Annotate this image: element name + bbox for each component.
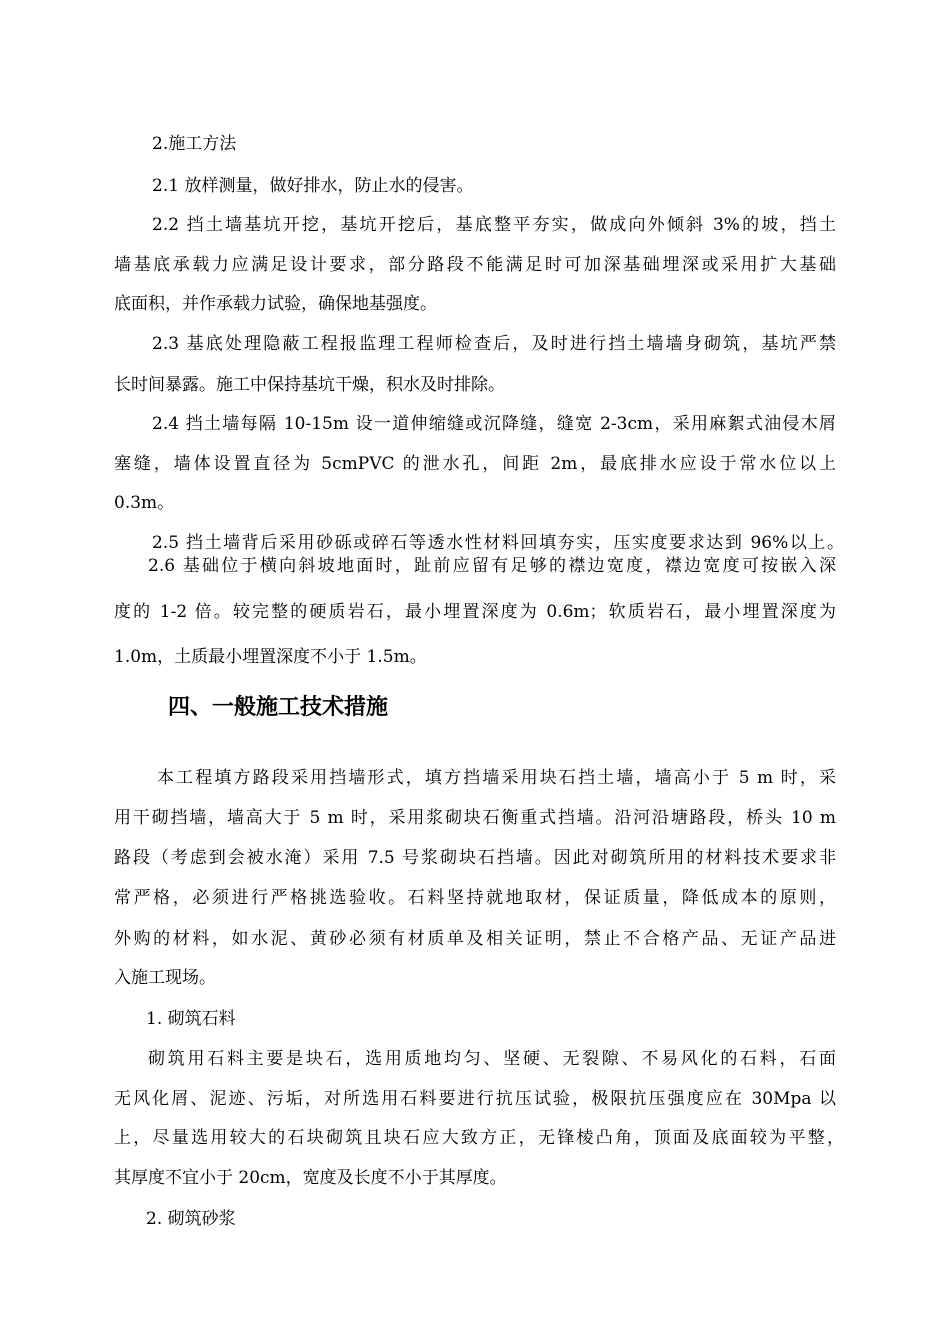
paragraph-2-2-line-2: 墙基底承载力应满足设计要求，部分路段不能满足时可加深基础埋深或采用扩大基础: [114, 255, 836, 275]
section-4-intro-line-3: 路段（考虑到会被水淹）采用 7.5 号浆砌块石挡墙。因此对砌筑所用的材料技术要求非: [114, 848, 836, 868]
section-4-intro-line-1: 本工程填方路段采用挡墙形式，填方挡墙采用块石挡土墙，墙高小于 5 m 时，采: [157, 768, 836, 788]
item-1-body-line-3: 上，尽量选用较大的石块砌筑且块石应大致方正，无锋棱凸角，顶面及底面较为平整，: [114, 1128, 844, 1148]
paragraph-2-5: 2.5 挡土墙背后采用砂砾或碎石等透水性材料回填夯实，压实度要求达到 96%以上。: [152, 533, 844, 553]
section-4-heading: 四、一般施工技术措施: [168, 695, 389, 720]
paragraph-2-6-line-1: 2.6 基础位于横向斜坡地面时，趾前应留有足够的襟边宽度，襟边宽度可按嵌入深: [148, 556, 836, 576]
paragraph-2-3-line-1: 2.3 基底处理隐蔽工程报监理工程师检查后，及时进行挡土墙墙身砌筑，基坑严禁: [152, 334, 836, 354]
paragraph-2-4-line-2: 塞缝，墙体设置直径为 5cmPVC 的泄水孔，间距 2m，最底排水应设于常水位以上: [114, 454, 836, 474]
paragraph-2-6-line-2: 度的 1-2 倍。较完整的硬质岩石，最小埋置深度为 0.6m；软质岩石，最小埋置深度为: [114, 602, 836, 622]
item-1-body-line-1: 砌筑用石料主要是块石，选用质地均匀、坚硬、无裂隙、不易风化的石料，石面: [148, 1049, 836, 1069]
paragraph-2-4-line-3: 0.3m。: [114, 493, 175, 513]
paragraph-2-6-line-3: 1.0m，土质最小埋置深度不小于 1.5m。: [114, 647, 427, 667]
paragraph-2-4-line-1: 2.4 挡土墙每隔 10-15m 设一道伸缩缝或沉降缝，缝宽 2-3cm，采用麻絮式油侵木屑: [152, 414, 836, 434]
item-1-title: 1. 砌筑石料: [146, 1009, 236, 1029]
section-4-intro-line-5: 外购的材料，如水泥、黄砂必须有材质单及相关证明，禁止不合格产品、无证产品进: [114, 929, 836, 949]
section-4-intro-line-6: 入施工现场。: [114, 968, 216, 988]
paragraph-2-1: 2.1 放样测量，做好排水，防止水的侵害。: [152, 176, 474, 196]
item-2-title: 2. 砌筑砂浆: [146, 1209, 236, 1229]
item-1-body-line-2: 无风化屑、泥迹、污垢，对所选用石料要进行抗压试验，极限抗压强度应在 30Mpa 以: [114, 1089, 836, 1109]
section-4-intro-line-4: 常严格，必须进行严格挑选验收。石料坚持就地取材，保证质量，降低成本的原则，: [114, 888, 836, 908]
item-1-body-line-4: 其厚度不宜小于 20cm，宽度及长度不小于其厚度。: [114, 1168, 507, 1188]
section-2-heading: 2.施工方法: [152, 134, 237, 154]
section-4-intro-line-2: 用干砌挡墙，墙高大于 5 m 时，采用浆砌块石衡重式挡墙。沿河沿塘路段，桥头 10 m: [114, 808, 836, 828]
paragraph-2-2-line-1: 2.2 挡土墙基坑开挖，基坑开挖后，基底整平夯实，做成向外倾斜 3%的坡，挡土: [152, 215, 836, 235]
paragraph-2-2-line-3: 底面积，并作承载力试验，确保地基强度。: [114, 294, 437, 314]
paragraph-2-3-line-2: 长时间暴露。施工中保持基坑干燥，积水及时排除。: [114, 375, 505, 395]
